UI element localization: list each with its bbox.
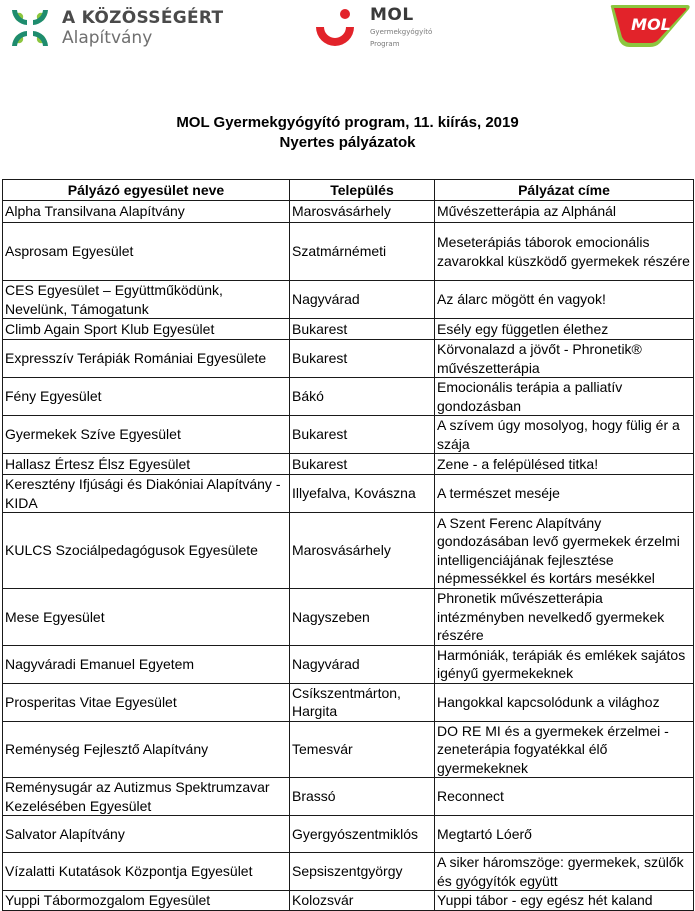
kozossegert-logo-subtitle: Alapítvány bbox=[62, 27, 153, 48]
table-row bbox=[3, 416, 694, 454]
cell-project: Phronetik művészetterápia intézményben nevelkedő gyermekek részére bbox=[435, 589, 694, 646]
cell-project: Megtartó Lóerő bbox=[435, 816, 694, 853]
cell-organization: Expresszív Terápiák Romániai Egyesülete bbox=[3, 340, 290, 378]
column-header-organization: Pályázó egyesület neve bbox=[3, 180, 290, 201]
document-subtitle: Nyertes pályázatok bbox=[279, 134, 416, 151]
mol-logo bbox=[608, 3, 692, 54]
cell-organization: Fény Egyesület bbox=[3, 378, 290, 416]
mol-program-subtitle-1: Gyermekgyógyító bbox=[370, 28, 433, 36]
mol-program-title: MOL bbox=[370, 5, 414, 25]
table-row bbox=[3, 589, 694, 646]
cell-city: Temesvár bbox=[290, 721, 435, 778]
cell-organization: Reménysugár az Autizmus Spektrumzavar Kezelésében Egyesület bbox=[3, 778, 290, 816]
table-row bbox=[3, 319, 694, 340]
cell-organization: Mese Egyesület bbox=[3, 589, 290, 646]
cell-project: Harmóniák, terápiák és emlékek sajátos igényű gyermekeknek bbox=[435, 645, 694, 683]
cell-project: Emocionális terápia a palliatív gondozásban bbox=[435, 378, 694, 416]
table-row bbox=[3, 340, 694, 378]
table-row bbox=[3, 721, 694, 778]
cell-city: Csíkszentmárton, Hargita bbox=[290, 683, 435, 721]
cell-organization: Alpha Transilvana Alapítvány bbox=[3, 201, 290, 223]
cell-city: Bukarest bbox=[290, 319, 435, 340]
svg-text:MOL: MOL bbox=[631, 15, 671, 34]
cell-organization: Salvator Alapítvány bbox=[3, 816, 290, 853]
cell-project: A siker háromszöge: gyermekek, szülők és gyógyítók együtt bbox=[435, 853, 694, 891]
cell-city: Brassó bbox=[290, 778, 435, 816]
cell-city: Sepsiszentgyörgy bbox=[290, 853, 435, 891]
mol-shield-icon bbox=[608, 3, 692, 49]
table-row bbox=[3, 853, 694, 891]
table-row bbox=[3, 816, 694, 853]
cell-organization: CES Egyesület – Együttműködünk, Nevelünk, Támogatunk bbox=[3, 281, 290, 319]
page-header bbox=[0, 0, 695, 60]
cell-city: Nagyvárad bbox=[290, 281, 435, 319]
column-header-project: Pályázat címe bbox=[435, 180, 694, 201]
cell-organization: Nagyváradi Emanuel Egyetem bbox=[3, 645, 290, 683]
table-row bbox=[3, 683, 694, 721]
cell-project: Meseterápiás táborok emocionális zavarokkal küszködő gyermekek részére bbox=[435, 223, 694, 281]
cell-city: Bukarest bbox=[290, 454, 435, 475]
cell-project: DO RE MI és a gyermekek érzelmei - zeneterápia fogyatékkal élő gyermekeknek bbox=[435, 721, 694, 778]
cell-city: Bákó bbox=[290, 378, 435, 416]
table-row bbox=[3, 475, 694, 513]
document-title: MOL Gyermekgyógyító program, 11. kiírás, 2019 bbox=[176, 114, 519, 131]
cell-project: Művészetterápia az Alphánál bbox=[435, 201, 694, 223]
cell-city: Szatmárnémeti bbox=[290, 223, 435, 281]
table-header-row bbox=[3, 180, 694, 201]
kozossegert-emblem-icon bbox=[8, 6, 52, 50]
table-row bbox=[3, 454, 694, 475]
cell-organization: Yuppi Tábormozgalom Egyesület bbox=[3, 891, 290, 911]
cell-project: Körvonalazd a jövőt - Phronetik® művészetterápia bbox=[435, 340, 694, 378]
table-row bbox=[3, 223, 694, 281]
document-title-block bbox=[0, 113, 695, 153]
mol-gyermekgyogyito-logo bbox=[314, 5, 432, 49]
cell-organization: Climb Again Sport Klub Egyesület bbox=[3, 319, 290, 340]
cell-organization: Prosperitas Vitae Egyesület bbox=[3, 683, 290, 721]
cell-organization: Asprosam Egyesület bbox=[3, 223, 290, 281]
cell-project: A Szent Ferenc Alapítvány gondozásában levő gyermekek érzelmi intelligenciájának fejlesztése népmessékkel és kortárs mesékkel bbox=[435, 513, 694, 589]
table-row bbox=[3, 778, 694, 816]
cell-organization: Gyermekek Szíve Egyesület bbox=[3, 416, 290, 454]
cell-city: Marosvásárhely bbox=[290, 201, 435, 223]
cell-organization: KULCS Szociálpedagógusok Egyesülete bbox=[3, 513, 290, 589]
mol-program-subtitle-2: Program bbox=[370, 40, 400, 49]
cell-project: Az álarc mögött én vagyok! bbox=[435, 281, 694, 319]
table-row bbox=[3, 891, 694, 911]
smile-emblem-icon bbox=[314, 5, 356, 49]
cell-city: Kolozsvár bbox=[290, 891, 435, 911]
cell-project: A természet meséje bbox=[435, 475, 694, 513]
cell-city: Bukarest bbox=[290, 340, 435, 378]
cell-project: Zene - a felépülésed titka! bbox=[435, 454, 694, 475]
winners-table bbox=[2, 179, 694, 911]
cell-project: Hangokkal kapcsolódunk a világhoz bbox=[435, 683, 694, 721]
cell-city: Nagyvárad bbox=[290, 645, 435, 683]
cell-organization: Reménység Fejlesztő Alapítvány bbox=[3, 721, 290, 778]
cell-project: Reconnect bbox=[435, 778, 694, 816]
cell-city: Bukarest bbox=[290, 416, 435, 454]
kozossegert-logo bbox=[8, 6, 223, 50]
table-row bbox=[3, 201, 694, 223]
cell-organization: Vízalatti Kutatások Központja Egyesület bbox=[3, 853, 290, 891]
cell-organization: Hallasz Értesz Élsz Egyesület bbox=[3, 454, 290, 475]
kozossegert-logo-title: A KÖZÖSSÉGÉRT bbox=[62, 7, 224, 28]
cell-city: Illyefalva, Kovászna bbox=[290, 475, 435, 513]
cell-organization: Keresztény Ifjúsági és Diakóniai Alapítvány - KIDA bbox=[3, 475, 290, 513]
cell-city: Nagyszeben bbox=[290, 589, 435, 646]
cell-project: Esély egy független élethez bbox=[435, 319, 694, 340]
cell-project: A szívem úgy mosolyog, hogy fülig ér a szája bbox=[435, 416, 694, 454]
column-header-city: Település bbox=[290, 180, 435, 201]
cell-city: Gyergyószentmiklós bbox=[290, 816, 435, 853]
table-row bbox=[3, 378, 694, 416]
cell-city: Marosvásárhely bbox=[290, 513, 435, 589]
table-row bbox=[3, 513, 694, 589]
table-row bbox=[3, 281, 694, 319]
table-row bbox=[3, 645, 694, 683]
cell-project: Yuppi tábor - egy egész hét kaland bbox=[435, 891, 694, 911]
